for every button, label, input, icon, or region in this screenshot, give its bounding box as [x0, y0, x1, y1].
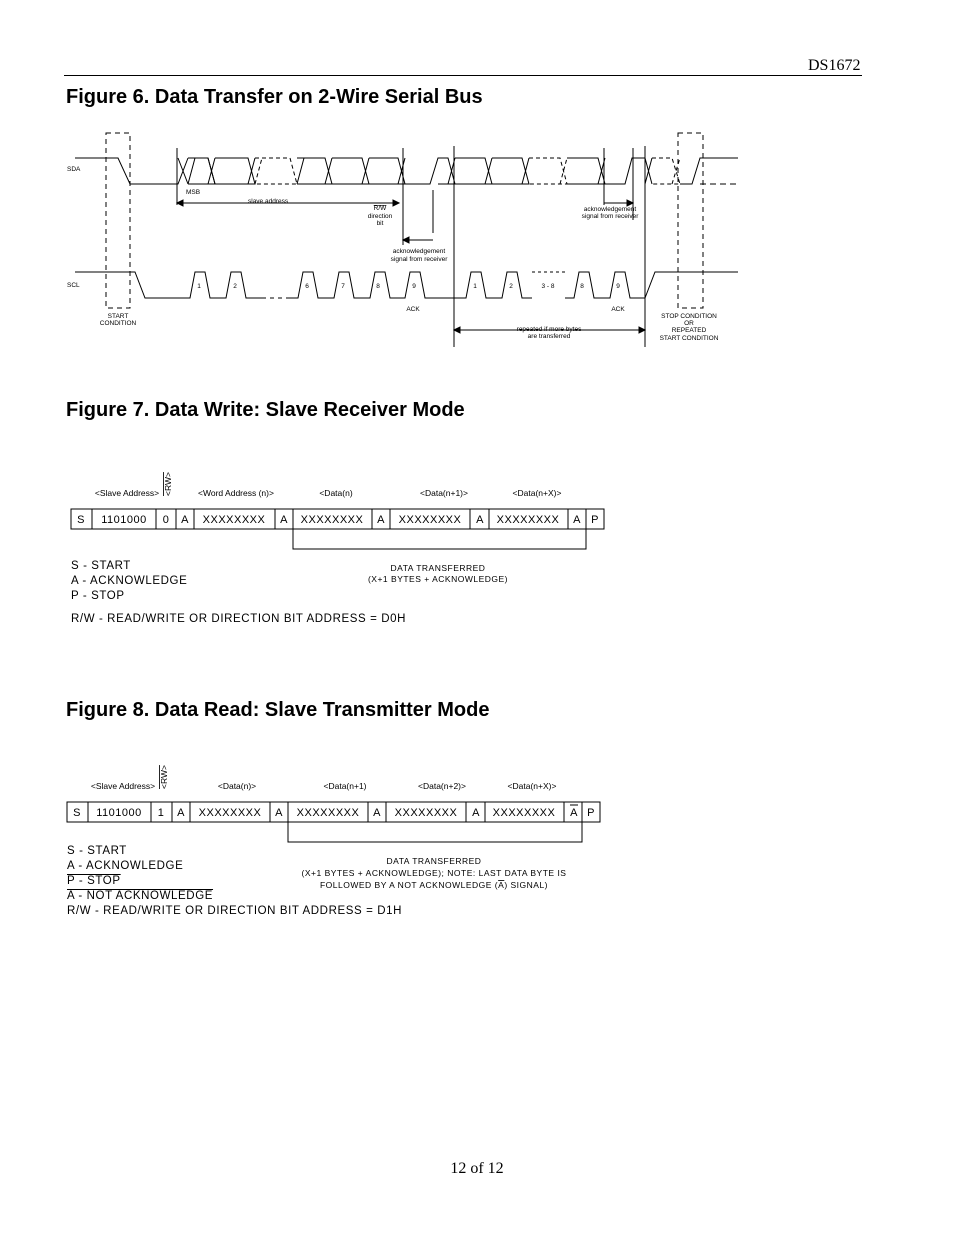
data-transferred-label-1: DATA TRANSFERRED: [386, 856, 482, 866]
field-label: <RW>: [159, 765, 169, 789]
figure-8-rw-note: R/W - READ/WRITE OR DIRECTION BIT ADDRESS = D1H: [67, 905, 403, 917]
slave-address-label: slave address: [248, 198, 289, 205]
field-label: <Data(n)>: [217, 781, 257, 791]
legend-ack: A - ACKNOWLEDGE: [67, 860, 184, 872]
sda-ack-bit: [405, 158, 455, 184]
repeated-label-2: are transferred: [527, 333, 571, 340]
cell: A: [275, 807, 283, 819]
sda-bit-gap: [255, 158, 297, 184]
clock-label: 9: [412, 283, 416, 290]
data-transferred-label-1: DATA TRANSFERRED: [390, 563, 486, 573]
stop-label-2: OR: [684, 320, 694, 327]
ack-signal-mid-label-1: acknowledgement: [392, 248, 446, 255]
cell: S: [77, 514, 85, 526]
sda-byte2-gap: [529, 158, 567, 184]
document-id: DS1672: [808, 57, 861, 74]
clock-label: 3 - 8: [541, 283, 555, 290]
stop-label-4: START CONDITION: [659, 335, 719, 342]
figure-7-title: Figure 7. Data Write: Slave Receiver Mode: [66, 399, 465, 421]
clock-label: 8: [376, 283, 380, 290]
field-label: <Slave Address>: [90, 781, 156, 791]
start-label-2: CONDITION: [99, 320, 137, 327]
legend-stop: [67, 874, 121, 889]
legend-stop-text: P - STOP: [67, 875, 121, 887]
cell: A: [177, 807, 185, 819]
ack-signal-right-label-1: acknowledgement: [583, 206, 637, 213]
legend-start: S - START: [71, 560, 131, 572]
field-label: <Data(n+1): [323, 781, 367, 791]
legend-not-ack: [67, 889, 402, 904]
rw-label: R/W: [373, 205, 387, 212]
cell: 1: [157, 807, 165, 819]
field-label: <Data(n): [319, 488, 353, 498]
cell: XXXXXXXX: [300, 514, 364, 526]
sda-label: SDA: [67, 166, 81, 173]
cell: A: [377, 514, 385, 526]
rw-direction-label: direction: [367, 213, 393, 220]
clock-label: 9: [616, 283, 620, 290]
cell: S: [73, 807, 81, 819]
sda-stop-rise: [680, 158, 738, 184]
cell: A: [280, 514, 288, 526]
ack-signal-mid-label-2: signal from receiver: [390, 256, 448, 263]
figure-8-title: Figure 8. Data Read: Slave Transmitter Mode: [66, 699, 490, 721]
data-transferred-label-2: (X+1 BYTES + ACKNOWLEDGE): [367, 574, 509, 584]
clock-label: 6: [305, 283, 309, 290]
msb-label: MSB: [186, 189, 201, 196]
sda-bit-8: [369, 158, 405, 184]
start-condition-box: [106, 133, 130, 308]
cell: A: [570, 807, 578, 819]
cell: A: [573, 514, 581, 526]
scl-waveform-part2: [290, 272, 532, 298]
field-label: <Data(n+X)>: [512, 488, 562, 498]
stop-label-3: REPEATED: [671, 327, 707, 334]
cell: 1101000: [96, 807, 142, 819]
figure-7-legend: [71, 559, 187, 604]
cell: A: [472, 807, 480, 819]
cell: P: [587, 807, 595, 819]
field-label: <Word Address (n)>: [198, 488, 274, 498]
sda-byte2-bit1: [455, 158, 492, 184]
legend-start: S - START: [67, 845, 127, 857]
sda-byte2-bit2: [492, 158, 529, 184]
clock-label: 8: [580, 283, 584, 290]
repeated-label-1: repeated if more bytes: [516, 326, 582, 333]
data-transferred-label-2: (X+1 BYTES + ACKNOWLEDGE); NOTE: LAST DATA BYTE IS: [301, 868, 567, 878]
field-label: <Data(n+2)>: [418, 781, 466, 791]
scl-waveform-part3: [565, 272, 738, 298]
ack-label-2: ACK: [611, 306, 625, 313]
page-number: 12 of 12: [450, 1160, 504, 1177]
cell: XXXXXXXX: [398, 514, 462, 526]
clock-label: 2: [233, 283, 237, 290]
cell: XXXXXXXX: [394, 807, 458, 819]
sda-final-bit: [652, 158, 680, 184]
cell: XXXXXXXX: [296, 807, 360, 819]
cell: XXXXXXXX: [198, 807, 262, 819]
cell: 0: [162, 514, 170, 526]
legend-not-ack-text: A - NOT ACKNOWLEDGE: [67, 890, 214, 902]
sda-bit-6: [297, 158, 332, 184]
figure-7-rw-note: R/W - READ/WRITE OR DIRECTION BIT ADDRESS = D0H: [71, 613, 407, 625]
clock-label: 2: [509, 283, 513, 290]
sda-bit-2: [208, 158, 255, 184]
cell: 1101000: [101, 514, 147, 526]
figure-6-title: Figure 6. Data Transfer on 2-Wire Serial Bus: [66, 86, 483, 108]
field-label: <RW>: [163, 472, 173, 496]
start-label-1: START: [107, 313, 129, 320]
legend-ack: A - ACKNOWLEDGE: [71, 575, 188, 587]
cell: A: [373, 807, 381, 819]
stop-label-1: STOP CONDITION: [661, 313, 717, 320]
cell: XXXXXXXX: [202, 514, 266, 526]
field-label: <Slave Address>: [94, 488, 160, 498]
field-label: <Data(n+1)>: [420, 488, 468, 498]
cell: A: [476, 514, 484, 526]
data-transferred-3c: ) SIGNAL): [504, 880, 549, 890]
field-label: <Data(n+X)>: [507, 781, 557, 791]
data-transferred-3a: FOLLOWED BY A NOT ACKNOWLEDGE (: [319, 880, 499, 890]
clock-label: 1: [197, 283, 201, 290]
cell: XXXXXXXX: [496, 514, 560, 526]
sda-byte2-bit8: [567, 158, 605, 184]
clock-label: 7: [341, 283, 345, 290]
legend-stop: P - STOP: [71, 590, 125, 602]
sda-bit-7: [332, 158, 369, 184]
sda-start-segment: [75, 158, 188, 184]
clock-label: 1: [473, 283, 477, 290]
scl-label: SCL: [67, 282, 80, 289]
cell: P: [591, 514, 599, 526]
rw-bit-label: bit: [376, 220, 384, 227]
ack-label-1: ACK: [406, 306, 420, 313]
figure-8-legend: [67, 844, 402, 919]
sda-bit-msb: [188, 158, 215, 184]
cell: XXXXXXXX: [492, 807, 556, 819]
data-transferred-3b: A: [498, 880, 505, 890]
cell: A: [181, 514, 189, 526]
ack-signal-right-label-2: signal from receiver: [581, 213, 639, 220]
